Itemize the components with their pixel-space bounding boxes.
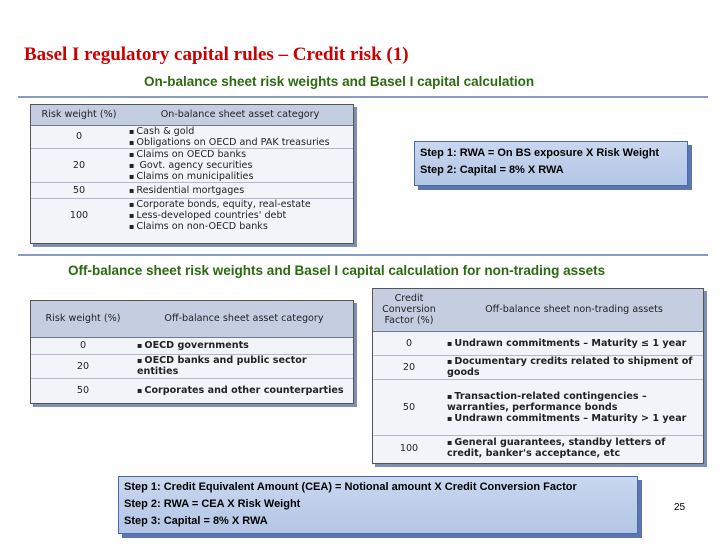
table-row	[31, 198, 353, 232]
off-balance-right-frame	[372, 288, 704, 464]
slide-title: Basel I regulatory capital rules – Credit risk (1)	[24, 44, 409, 65]
risk-weight-cell: 100	[69, 209, 89, 221]
title-divider	[18, 96, 708, 98]
table-row	[373, 331, 703, 355]
off-balance-heading: Off-balance sheet risk weights and Basel I capital calculation for non-trading assets	[68, 263, 606, 278]
conversion-factor-cell: 50	[373, 379, 445, 435]
list-item: ▪ Claims on OECD banks	[129, 149, 351, 160]
table-row	[31, 354, 353, 378]
conversion-factor-cell: 20	[373, 355, 445, 379]
off-balance-right-table	[373, 289, 703, 461]
list-item: ▪ Undrawn commitments – Maturity > 1 year	[447, 413, 701, 424]
on-balance-table	[31, 105, 353, 232]
risk-weight-cell: 0	[31, 125, 127, 148]
off-balance-left-frame	[30, 300, 354, 404]
page-number: 25	[674, 502, 686, 513]
bottom-step-3: Step 3: Capital = 8% X RWA	[124, 515, 268, 527]
conversion-factor-cell: 100	[399, 442, 419, 454]
bottom-step-2: Step 2: RWA = CEA X Risk Weight	[124, 498, 301, 510]
list-item: ▪ Cash & gold	[129, 126, 351, 137]
list-item: ▪ Corporate bonds, equity, real-estate	[129, 199, 351, 210]
off-col-conversion-factor: Credit Conversion Factor (%)	[373, 289, 445, 331]
list-item: ▪ Less-developed countries' debt	[129, 210, 351, 221]
table-row	[31, 148, 353, 182]
risk-weight-cell: 50	[31, 182, 127, 198]
conversion-factor-cell: 0	[373, 331, 445, 355]
list-item: ▪ Govt. agency securities	[129, 160, 351, 171]
off-col-category: Off-balance sheet asset category	[135, 301, 353, 337]
table-row	[31, 125, 353, 148]
off-col-risk-weight: Risk weight (%)	[31, 301, 135, 337]
off-col-assets: Off-balance sheet non-trading assets	[445, 289, 703, 331]
off-balance-left-table	[31, 301, 353, 402]
on-col-risk-weight: Risk weight (%)	[31, 105, 127, 125]
list-item: ▪ Obligations on OECD and PAK treasuries	[129, 137, 351, 148]
bottom-steps-box	[118, 476, 638, 534]
on-balance-steps-box	[414, 141, 688, 186]
risk-weight-cell: 20	[31, 354, 135, 378]
list-item: ▪ Undrawn commitments – Maturity ≤ 1 year	[447, 338, 701, 349]
list-item: ▪ Claims on non-OECD banks	[129, 221, 351, 232]
list-item: ▪ OECD banks and public sector entities	[137, 355, 351, 377]
bottom-step-1: Step 1: Credit Equivalent Amount (CEA) = Notional amount X Credit Conversion Factor	[124, 481, 577, 493]
on-balance-heading: On-balance sheet risk weights and Basel I capital calculation	[144, 74, 535, 89]
risk-weight-cell: 20	[31, 148, 127, 182]
table-row	[31, 182, 353, 198]
table-row	[373, 379, 703, 435]
list-item: ▪ Corporates and other counterparties	[137, 385, 351, 396]
table-row	[31, 378, 353, 402]
list-item: ▪ OECD governments	[137, 340, 351, 351]
risk-weight-cell: 0	[31, 337, 135, 354]
on-step-2: Step 2: Capital = 8% X RWA	[420, 164, 564, 176]
list-item: ▪ Transaction-related contingencies – warranties, performance bonds	[447, 391, 701, 413]
on-step-1: Step 1: RWA = On BS exposure X Risk Weight	[420, 147, 660, 159]
list-item: ▪ Claims on municipalities	[129, 171, 351, 182]
list-item: ▪ General guarantees, standby letters of credit, banker's acceptance, etc	[447, 437, 701, 459]
on-balance-table-frame	[30, 104, 354, 244]
on-col-category: On-balance sheet asset category	[127, 105, 353, 125]
table-row	[31, 337, 353, 354]
table-row	[373, 435, 703, 461]
list-item: ▪ Residential mortgages	[129, 185, 351, 196]
table-row	[373, 355, 703, 379]
section-divider	[18, 254, 708, 256]
list-item: ▪ Documentary credits related to shipment of goods	[447, 356, 701, 378]
risk-weight-cell: 50	[76, 384, 90, 396]
